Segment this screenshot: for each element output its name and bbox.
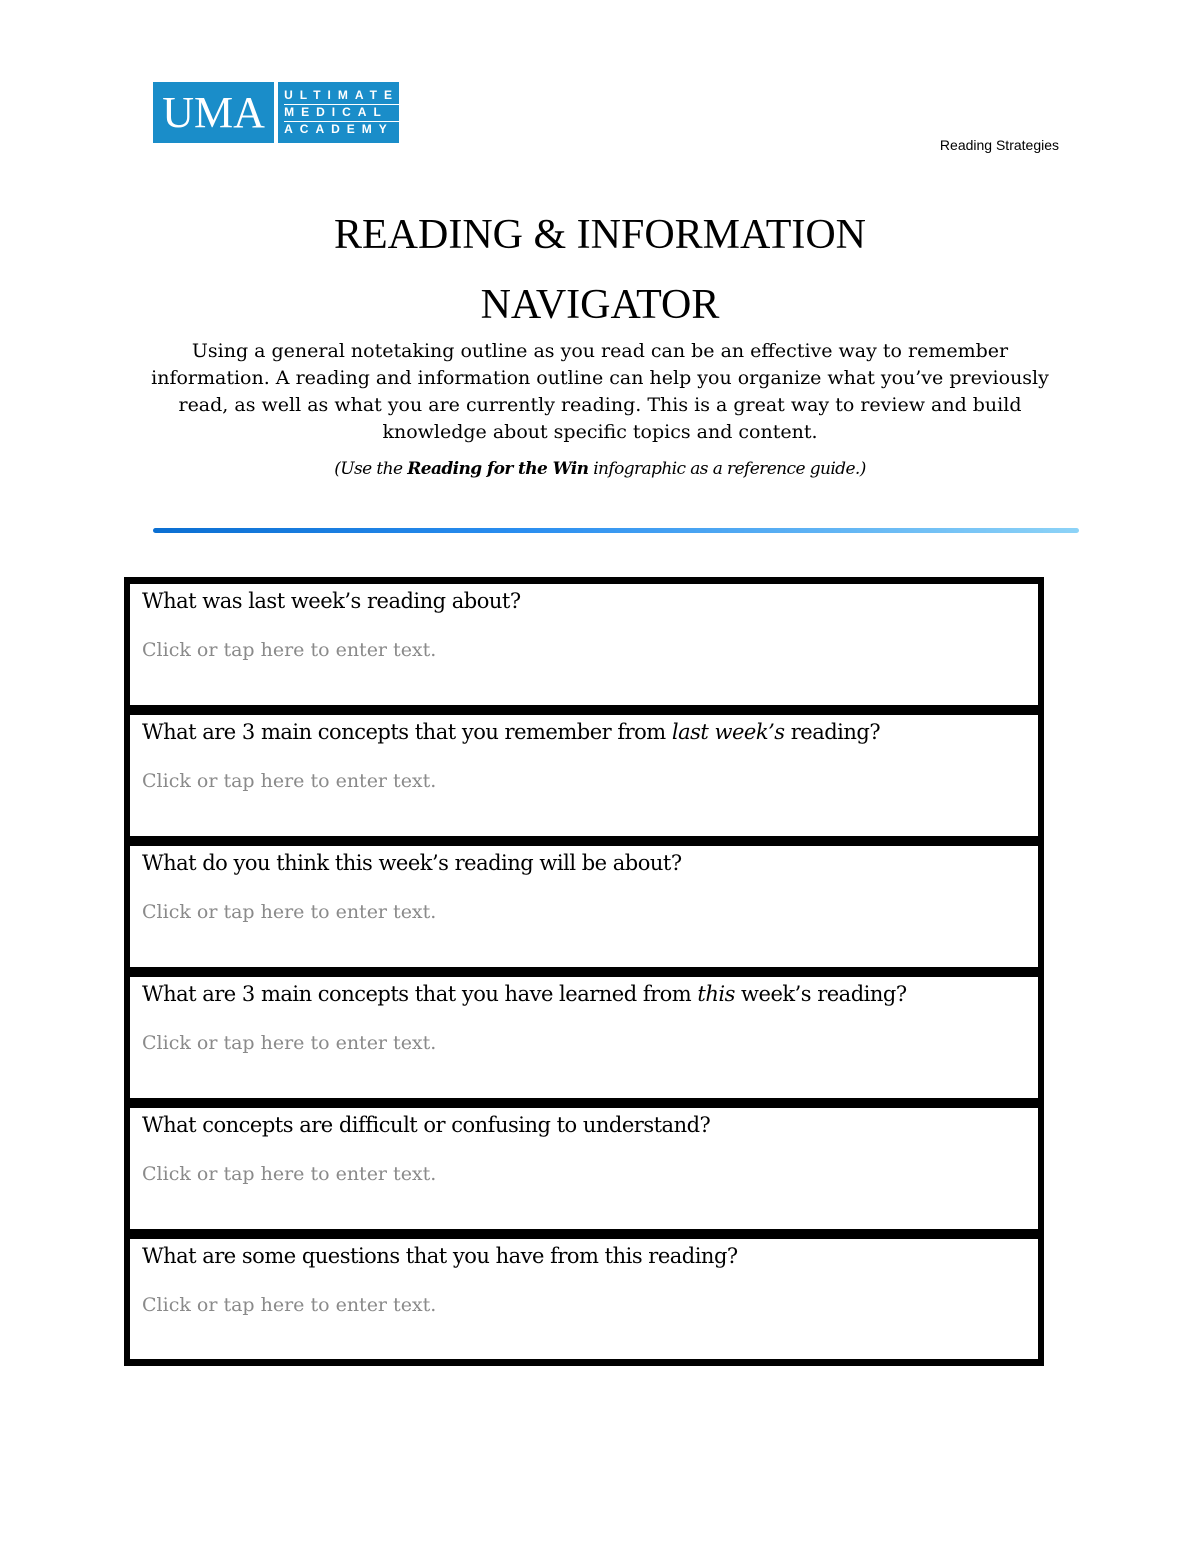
question-label: What do you think this week’s reading will be about? [142,851,682,875]
question-label: What are 3 main concepts that you have learned from this week’s reading? [142,982,907,1006]
question-row [124,577,1044,711]
question-row [124,973,1044,1104]
uma-logo [153,82,399,143]
logo-subtitle [278,82,399,143]
intro-paragraph: Using a general notetaking outline as you read can be an effective way to remember information. A reading and information outline can help you organize what you’ve previously read, as well as what you are currently reading. This is a great way to review and build knowledge about specific topics and content. [151,340,1049,443]
title-line-2: NAVIGATOR [480,282,720,328]
question-label: What are 3 main concepts that you remember from last week’s reading? [142,720,881,744]
logo-wordmark: UMA [153,82,274,143]
question-label: What are some questions that you have from this reading? [142,1244,738,1268]
page-title [0,200,1200,340]
answer-field[interactable]: Click or tap here to enter text. [142,1163,437,1185]
answer-field[interactable]: Click or tap here to enter text. [142,639,437,661]
question-row [124,1104,1044,1235]
logo-line: ACADEMY [284,121,394,136]
divider-rule [153,528,1079,533]
logo-line: MEDICAL [284,105,399,122]
answer-field[interactable]: Click or tap here to enter text. [142,1032,437,1054]
answer-field[interactable]: Click or tap here to enter text. [142,770,437,792]
reference-note [0,459,1200,479]
reference-title: Reading for the Win [407,459,589,479]
title-line-1: READING & INFORMATION [334,212,866,258]
reference-suffix: infographic as a reference guide.) [588,459,866,479]
question-row [124,711,1044,842]
question-row [124,842,1044,973]
answer-field[interactable]: Click or tap here to enter text. [142,1294,437,1316]
question-label: What was last week’s reading about? [142,589,521,613]
header-label: Reading Strategies [939,137,1059,153]
navigator-form [124,577,1044,1366]
answer-field[interactable]: Click or tap here to enter text. [142,901,437,923]
reference-prefix: (Use the [334,459,408,479]
question-label: What concepts are difficult or confusing to understand? [142,1113,711,1137]
logo-line: ULTIMATE [284,88,399,105]
question-row [124,1235,1044,1366]
